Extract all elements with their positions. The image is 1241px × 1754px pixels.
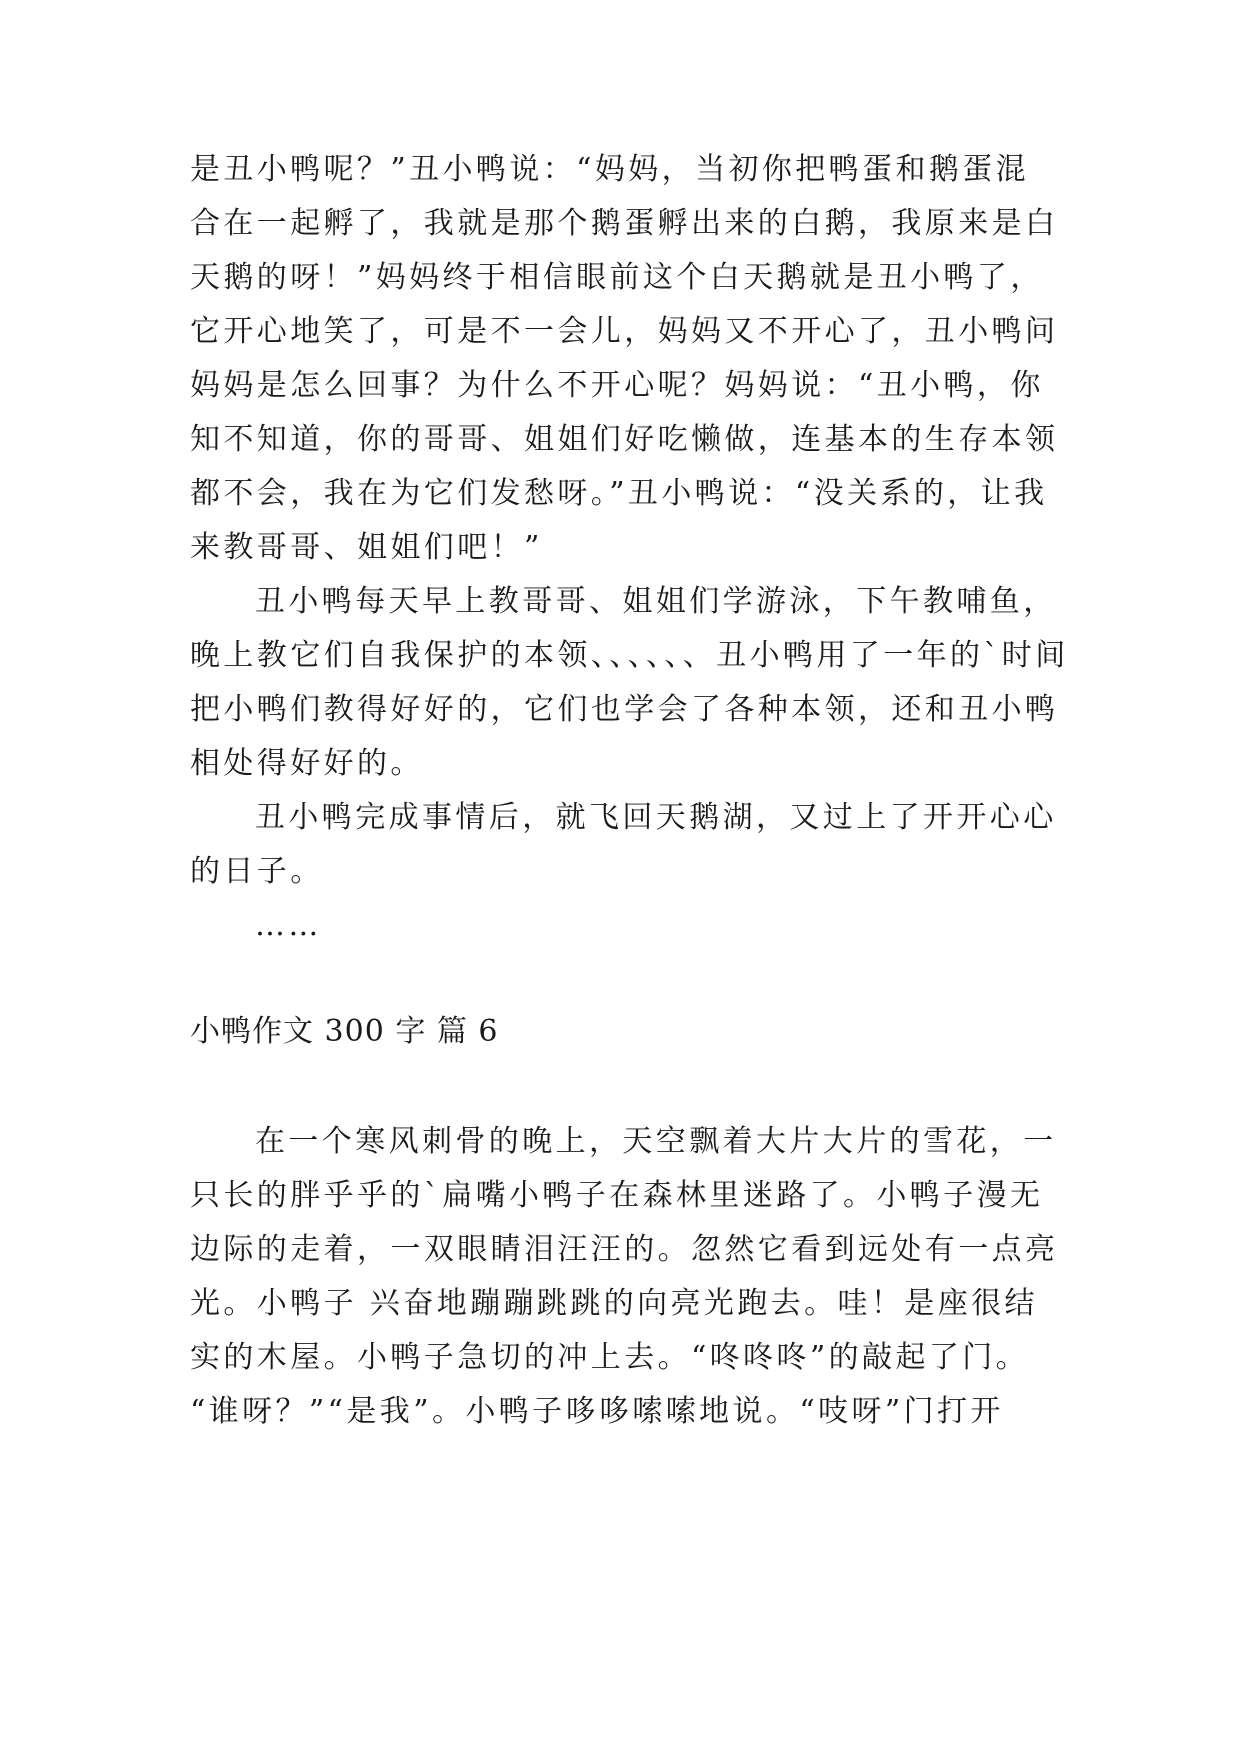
paragraph-line: 的日子。 (190, 854, 324, 889)
paragraph-line: 实的木屋。小鸭子急切的冲上去。“咚咚咚”的敲起了门。 (190, 1340, 1030, 1375)
paragraph-line: 知不知道，你的哥哥、姐姐们好吃懒做，连基本的生存本领 (190, 422, 1059, 457)
paragraph-line: 妈妈是怎么回事？为什么不开心呢？妈妈说：“丑小鸭，你 (190, 368, 1044, 403)
paragraph-line: 丑小鸭每天早上教哥哥、姐姐们学游泳，下午教哺鱼， (255, 584, 1057, 619)
paragraph-line: 相处得好好的。 (190, 746, 424, 781)
paragraph-line: 丑小鸭完成事情后，就飞回天鹅湖，又过上了开开心心 (255, 800, 1057, 835)
paragraph-line: 来教哥哥、姐姐们吧！” (190, 530, 543, 565)
paragraph-line: 光。小鸭子 兴奋地蹦蹦跳跳的向亮光跑去。哇！是座很结 (190, 1286, 1038, 1321)
paragraph-line: 晚上教它们自我保护的本领、、、、、、丑小鸭用了一年的`时间 (190, 638, 1069, 673)
paragraph-line: 边际的走着，一双眼睛泪汪汪的。忽然它看到远处有一点亮 (190, 1232, 1059, 1267)
ellipsis: …… (255, 908, 322, 943)
paragraph-line: “谁呀？”“是我”。小鸭子哆哆嗦嗦地说。“吱呀”门打开 (190, 1394, 1004, 1429)
paragraph-line: 是丑小鸭呢？”丑小鸭说：“妈妈，当初你把鸭蛋和鹅蛋混 (190, 152, 1030, 187)
section-title: 小鸭作文 300 字 篇 6 (190, 1014, 499, 1049)
paragraph-line: 把小鸭们教得好好的，它们也学会了各种本领，还和丑小鸭 (190, 692, 1059, 727)
paragraph-line: 它开心地笑了，可是不一会儿，妈妈又不开心了，丑小鸭问 (190, 314, 1059, 349)
paragraph-line: 合在一起孵了，我就是那个鹅蛋孵出来的白鹅，我原来是白 (190, 206, 1059, 241)
paragraph-line: 天鹅的呀！”妈妈终于相信眼前这个白天鹅就是丑小鸭了， (190, 260, 1044, 295)
paragraph-line: 只长的胖乎乎的`扁嘴小鸭子在森林里迷路了。小鸭子漫无 (190, 1178, 1044, 1213)
paragraph-line: 在一个寒风刺骨的晚上，天空飘着大片大片的雪花，一 (255, 1124, 1057, 1159)
paragraph-line: 都不会，我在为它们发愁呀。”丑小鸭说：“没关系的，让我 (190, 476, 1048, 511)
